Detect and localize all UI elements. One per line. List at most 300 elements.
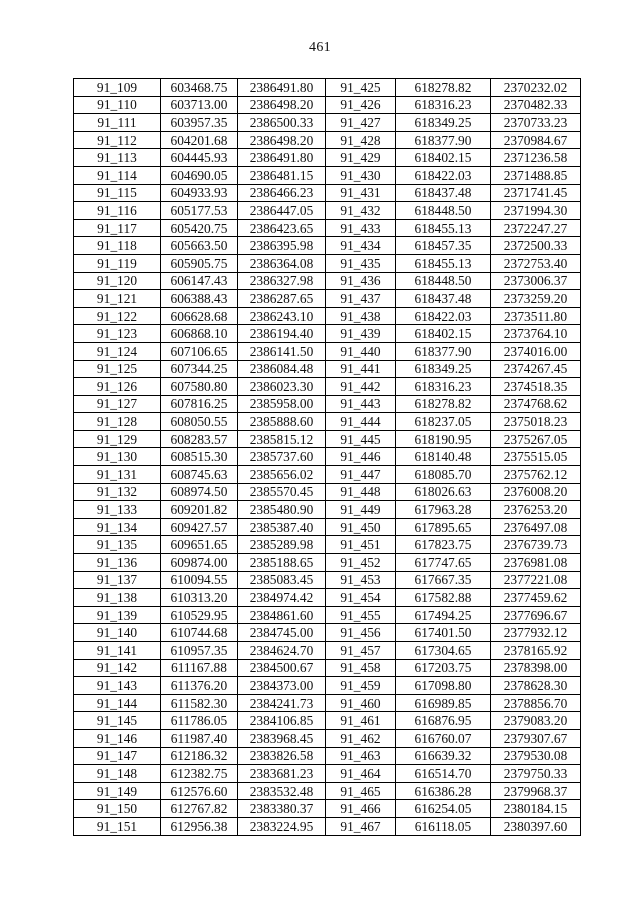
table-row — [74, 448, 581, 466]
point-id-cell: 91_114 — [74, 166, 161, 184]
table-row — [74, 325, 581, 343]
y-coordinate-cell: 2386023.30 — [238, 378, 326, 396]
x-coordinate-cell: 604690.05 — [161, 166, 238, 184]
x-coordinate-cell: 618457.35 — [396, 237, 491, 255]
x-coordinate-cell: 616760.07 — [396, 729, 491, 747]
x-coordinate-cell: 617895.65 — [396, 518, 491, 536]
table-row — [74, 606, 581, 624]
point-id-cell: 91_146 — [74, 729, 161, 747]
x-coordinate-cell: 616254.05 — [396, 800, 491, 818]
point-id-cell: 91_148 — [74, 765, 161, 783]
x-coordinate-cell: 611987.40 — [161, 729, 238, 747]
x-coordinate-cell: 616989.85 — [396, 694, 491, 712]
x-coordinate-cell: 618190.95 — [396, 430, 491, 448]
x-coordinate-cell: 610744.68 — [161, 624, 238, 642]
x-coordinate-cell: 618437.48 — [396, 290, 491, 308]
x-coordinate-cell: 606147.43 — [161, 272, 238, 290]
y-coordinate-cell: 2373006.37 — [491, 272, 581, 290]
x-coordinate-cell: 603957.35 — [161, 114, 238, 132]
y-coordinate-cell: 2377221.08 — [491, 571, 581, 589]
y-coordinate-cell: 2385188.65 — [238, 554, 326, 572]
y-coordinate-cell: 2380184.15 — [491, 800, 581, 818]
y-coordinate-cell: 2379307.67 — [491, 729, 581, 747]
table-row — [74, 413, 581, 431]
y-coordinate-cell: 2384745.00 — [238, 624, 326, 642]
x-coordinate-cell: 611786.05 — [161, 712, 238, 730]
y-coordinate-cell: 2376008.20 — [491, 483, 581, 501]
x-coordinate-cell: 607580.80 — [161, 378, 238, 396]
point-id-cell: 91_445 — [326, 430, 396, 448]
x-coordinate-cell: 617401.50 — [396, 624, 491, 642]
y-coordinate-cell: 2383380.37 — [238, 800, 326, 818]
y-coordinate-cell: 2374768.62 — [491, 395, 581, 413]
x-coordinate-cell: 616514.70 — [396, 765, 491, 783]
table-row — [74, 694, 581, 712]
point-id-cell: 91_452 — [326, 554, 396, 572]
x-coordinate-cell: 608283.57 — [161, 430, 238, 448]
y-coordinate-cell: 2376981.08 — [491, 554, 581, 572]
table-row — [74, 800, 581, 818]
x-coordinate-cell: 606388.43 — [161, 290, 238, 308]
y-coordinate-cell: 2371488.85 — [491, 166, 581, 184]
table-row — [74, 378, 581, 396]
y-coordinate-cell: 2377932.12 — [491, 624, 581, 642]
table-row — [74, 712, 581, 730]
y-coordinate-cell: 2383968.45 — [238, 729, 326, 747]
x-coordinate-cell: 618278.82 — [396, 395, 491, 413]
point-id-cell: 91_448 — [326, 483, 396, 501]
point-id-cell: 91_127 — [74, 395, 161, 413]
table-row — [74, 96, 581, 114]
page-number: 461 — [309, 40, 331, 55]
y-coordinate-cell: 2385083.45 — [238, 571, 326, 589]
x-coordinate-cell: 617203.75 — [396, 659, 491, 677]
point-id-cell: 91_449 — [326, 501, 396, 519]
y-coordinate-cell: 2386327.98 — [238, 272, 326, 290]
y-coordinate-cell: 2378856.70 — [491, 694, 581, 712]
point-id-cell: 91_118 — [74, 237, 161, 255]
point-id-cell: 91_150 — [74, 800, 161, 818]
x-coordinate-cell: 618448.50 — [396, 202, 491, 220]
point-id-cell: 91_456 — [326, 624, 396, 642]
y-coordinate-cell: 2385570.45 — [238, 483, 326, 501]
y-coordinate-cell: 2384500.67 — [238, 659, 326, 677]
x-coordinate-cell: 618422.03 — [396, 166, 491, 184]
point-id-cell: 91_462 — [326, 729, 396, 747]
x-coordinate-cell: 612576.60 — [161, 782, 238, 800]
y-coordinate-cell: 2378628.30 — [491, 677, 581, 695]
y-coordinate-cell: 2384373.00 — [238, 677, 326, 695]
x-coordinate-cell: 610529.95 — [161, 606, 238, 624]
table-row — [74, 518, 581, 536]
y-coordinate-cell: 2383826.58 — [238, 747, 326, 765]
point-id-cell: 91_145 — [74, 712, 161, 730]
x-coordinate-cell: 618349.25 — [396, 114, 491, 132]
point-id-cell: 91_425 — [326, 79, 396, 97]
x-coordinate-cell: 618402.15 — [396, 149, 491, 167]
table-row — [74, 765, 581, 783]
x-coordinate-cell: 603713.00 — [161, 96, 238, 114]
x-coordinate-cell: 618437.48 — [396, 184, 491, 202]
x-coordinate-cell: 618237.05 — [396, 413, 491, 431]
table-row — [74, 307, 581, 325]
y-coordinate-cell: 2374518.35 — [491, 378, 581, 396]
x-coordinate-cell: 618448.50 — [396, 272, 491, 290]
y-coordinate-cell: 2385888.60 — [238, 413, 326, 431]
point-id-cell: 91_453 — [326, 571, 396, 589]
y-coordinate-cell: 2386447.05 — [238, 202, 326, 220]
y-coordinate-cell: 2386481.15 — [238, 166, 326, 184]
x-coordinate-cell: 605177.53 — [161, 202, 238, 220]
x-coordinate-cell: 618455.13 — [396, 254, 491, 272]
x-coordinate-cell: 618455.13 — [396, 219, 491, 237]
point-id-cell: 91_122 — [74, 307, 161, 325]
y-coordinate-cell: 2375515.05 — [491, 448, 581, 466]
table-row — [74, 571, 581, 589]
x-coordinate-cell: 618085.70 — [396, 466, 491, 484]
point-id-cell: 91_461 — [326, 712, 396, 730]
point-id-cell: 91_434 — [326, 237, 396, 255]
point-id-cell: 91_119 — [74, 254, 161, 272]
x-coordinate-cell: 616876.95 — [396, 712, 491, 730]
x-coordinate-cell: 611167.88 — [161, 659, 238, 677]
point-id-cell: 91_111 — [74, 114, 161, 132]
point-id-cell: 91_149 — [74, 782, 161, 800]
table-row — [74, 501, 581, 519]
y-coordinate-cell: 2385815.12 — [238, 430, 326, 448]
point-id-cell: 91_120 — [74, 272, 161, 290]
y-coordinate-cell: 2386466.23 — [238, 184, 326, 202]
x-coordinate-cell: 616639.32 — [396, 747, 491, 765]
y-coordinate-cell: 2386141.50 — [238, 342, 326, 360]
y-coordinate-cell: 2386287.65 — [238, 290, 326, 308]
y-coordinate-cell: 2374267.45 — [491, 360, 581, 378]
y-coordinate-cell: 2372500.33 — [491, 237, 581, 255]
table-row — [74, 747, 581, 765]
y-coordinate-cell: 2386084.48 — [238, 360, 326, 378]
point-id-cell: 91_132 — [74, 483, 161, 501]
table-row — [74, 166, 581, 184]
point-id-cell: 91_426 — [326, 96, 396, 114]
point-id-cell: 91_444 — [326, 413, 396, 431]
x-coordinate-cell: 618402.15 — [396, 325, 491, 343]
coordinates-table-body — [74, 79, 581, 836]
x-coordinate-cell: 604201.68 — [161, 131, 238, 149]
x-coordinate-cell: 618377.90 — [396, 342, 491, 360]
y-coordinate-cell: 2380397.60 — [491, 817, 581, 835]
y-coordinate-cell: 2372753.40 — [491, 254, 581, 272]
y-coordinate-cell: 2379750.33 — [491, 765, 581, 783]
point-id-cell: 91_451 — [326, 536, 396, 554]
x-coordinate-cell: 608745.63 — [161, 466, 238, 484]
point-id-cell: 91_458 — [326, 659, 396, 677]
x-coordinate-cell: 609427.57 — [161, 518, 238, 536]
y-coordinate-cell: 2379530.08 — [491, 747, 581, 765]
table-row — [74, 184, 581, 202]
point-id-cell: 91_130 — [74, 448, 161, 466]
x-coordinate-cell: 618140.48 — [396, 448, 491, 466]
table-row — [74, 202, 581, 220]
point-id-cell: 91_430 — [326, 166, 396, 184]
point-id-cell: 91_431 — [326, 184, 396, 202]
x-coordinate-cell: 608974.50 — [161, 483, 238, 501]
y-coordinate-cell: 2376739.73 — [491, 536, 581, 554]
y-coordinate-cell: 2374016.00 — [491, 342, 581, 360]
y-coordinate-cell: 2386194.40 — [238, 325, 326, 343]
y-coordinate-cell: 2375018.23 — [491, 413, 581, 431]
table-row — [74, 131, 581, 149]
point-id-cell: 91_110 — [74, 96, 161, 114]
y-coordinate-cell: 2384974.42 — [238, 589, 326, 607]
point-id-cell: 91_141 — [74, 642, 161, 660]
point-id-cell: 91_129 — [74, 430, 161, 448]
x-coordinate-cell: 610313.20 — [161, 589, 238, 607]
y-coordinate-cell: 2371236.58 — [491, 149, 581, 167]
point-id-cell: 91_136 — [74, 554, 161, 572]
table-row — [74, 237, 581, 255]
x-coordinate-cell: 617963.28 — [396, 501, 491, 519]
y-coordinate-cell: 2383681.23 — [238, 765, 326, 783]
point-id-cell: 91_116 — [74, 202, 161, 220]
point-id-cell: 91_455 — [326, 606, 396, 624]
table-row — [74, 272, 581, 290]
point-id-cell: 91_128 — [74, 413, 161, 431]
x-coordinate-cell: 607106.65 — [161, 342, 238, 360]
x-coordinate-cell: 604445.93 — [161, 149, 238, 167]
table-row — [74, 642, 581, 660]
x-coordinate-cell: 609651.65 — [161, 536, 238, 554]
y-coordinate-cell: 2386243.10 — [238, 307, 326, 325]
y-coordinate-cell: 2377459.62 — [491, 589, 581, 607]
x-coordinate-cell: 618422.03 — [396, 307, 491, 325]
point-id-cell: 91_465 — [326, 782, 396, 800]
point-id-cell: 91_125 — [74, 360, 161, 378]
point-id-cell: 91_142 — [74, 659, 161, 677]
point-id-cell: 91_441 — [326, 360, 396, 378]
y-coordinate-cell: 2386491.80 — [238, 79, 326, 97]
point-id-cell: 91_440 — [326, 342, 396, 360]
point-id-cell: 91_147 — [74, 747, 161, 765]
table-row — [74, 254, 581, 272]
y-coordinate-cell: 2373259.20 — [491, 290, 581, 308]
y-coordinate-cell: 2386500.33 — [238, 114, 326, 132]
y-coordinate-cell: 2386423.65 — [238, 219, 326, 237]
table-row — [74, 430, 581, 448]
x-coordinate-cell: 617494.25 — [396, 606, 491, 624]
point-id-cell: 91_134 — [74, 518, 161, 536]
x-coordinate-cell: 617098.80 — [396, 677, 491, 695]
x-coordinate-cell: 605420.75 — [161, 219, 238, 237]
y-coordinate-cell: 2373511.80 — [491, 307, 581, 325]
point-id-cell: 91_117 — [74, 219, 161, 237]
x-coordinate-cell: 612956.38 — [161, 817, 238, 835]
x-coordinate-cell: 616386.28 — [396, 782, 491, 800]
x-coordinate-cell: 612382.75 — [161, 765, 238, 783]
x-coordinate-cell: 610957.35 — [161, 642, 238, 660]
x-coordinate-cell: 611582.30 — [161, 694, 238, 712]
x-coordinate-cell: 605905.75 — [161, 254, 238, 272]
point-id-cell: 91_463 — [326, 747, 396, 765]
x-coordinate-cell: 612767.82 — [161, 800, 238, 818]
y-coordinate-cell: 2383532.48 — [238, 782, 326, 800]
table-row — [74, 290, 581, 308]
x-coordinate-cell: 618377.90 — [396, 131, 491, 149]
y-coordinate-cell: 2385656.02 — [238, 466, 326, 484]
point-id-cell: 91_112 — [74, 131, 161, 149]
point-id-cell: 91_131 — [74, 466, 161, 484]
table-row — [74, 536, 581, 554]
x-coordinate-cell: 618278.82 — [396, 79, 491, 97]
x-coordinate-cell: 617747.65 — [396, 554, 491, 572]
y-coordinate-cell: 2386395.98 — [238, 237, 326, 255]
point-id-cell: 91_113 — [74, 149, 161, 167]
table-row — [74, 589, 581, 607]
table-row — [74, 677, 581, 695]
x-coordinate-cell: 606628.68 — [161, 307, 238, 325]
point-id-cell: 91_460 — [326, 694, 396, 712]
x-coordinate-cell: 612186.32 — [161, 747, 238, 765]
x-coordinate-cell: 616118.05 — [396, 817, 491, 835]
y-coordinate-cell: 2385958.00 — [238, 395, 326, 413]
point-id-cell: 91_450 — [326, 518, 396, 536]
point-id-cell: 91_115 — [74, 184, 161, 202]
x-coordinate-cell: 607344.25 — [161, 360, 238, 378]
table-row — [74, 395, 581, 413]
point-id-cell: 91_447 — [326, 466, 396, 484]
x-coordinate-cell: 617823.75 — [396, 536, 491, 554]
y-coordinate-cell: 2386364.08 — [238, 254, 326, 272]
y-coordinate-cell: 2371994.30 — [491, 202, 581, 220]
point-id-cell: 91_135 — [74, 536, 161, 554]
point-id-cell: 91_143 — [74, 677, 161, 695]
point-id-cell: 91_133 — [74, 501, 161, 519]
y-coordinate-cell: 2384624.70 — [238, 642, 326, 660]
x-coordinate-cell: 608050.55 — [161, 413, 238, 431]
y-coordinate-cell: 2376497.08 — [491, 518, 581, 536]
table-row — [74, 79, 581, 97]
point-id-cell: 91_433 — [326, 219, 396, 237]
y-coordinate-cell: 2385737.60 — [238, 448, 326, 466]
y-coordinate-cell: 2375762.12 — [491, 466, 581, 484]
y-coordinate-cell: 2376253.20 — [491, 501, 581, 519]
y-coordinate-cell: 2371741.45 — [491, 184, 581, 202]
point-id-cell: 91_109 — [74, 79, 161, 97]
point-id-cell: 91_138 — [74, 589, 161, 607]
x-coordinate-cell: 608515.30 — [161, 448, 238, 466]
y-coordinate-cell: 2384106.85 — [238, 712, 326, 730]
table-row — [74, 149, 581, 167]
point-id-cell: 91_428 — [326, 131, 396, 149]
x-coordinate-cell: 617304.65 — [396, 642, 491, 660]
y-coordinate-cell: 2375267.05 — [491, 430, 581, 448]
table-row — [74, 342, 581, 360]
x-coordinate-cell: 610094.55 — [161, 571, 238, 589]
point-id-cell: 91_457 — [326, 642, 396, 660]
table-row — [74, 360, 581, 378]
point-id-cell: 91_443 — [326, 395, 396, 413]
x-coordinate-cell: 611376.20 — [161, 677, 238, 695]
y-coordinate-cell: 2373764.10 — [491, 325, 581, 343]
table-row — [74, 219, 581, 237]
table-row — [74, 554, 581, 572]
y-coordinate-cell: 2383224.95 — [238, 817, 326, 835]
point-id-cell: 91_446 — [326, 448, 396, 466]
y-coordinate-cell: 2385387.40 — [238, 518, 326, 536]
x-coordinate-cell: 603468.75 — [161, 79, 238, 97]
point-id-cell: 91_429 — [326, 149, 396, 167]
point-id-cell: 91_427 — [326, 114, 396, 132]
x-coordinate-cell: 618349.25 — [396, 360, 491, 378]
x-coordinate-cell: 618316.23 — [396, 378, 491, 396]
point-id-cell: 91_151 — [74, 817, 161, 835]
point-id-cell: 91_439 — [326, 325, 396, 343]
point-id-cell: 91_464 — [326, 765, 396, 783]
x-coordinate-cell: 609874.00 — [161, 554, 238, 572]
x-coordinate-cell: 617582.88 — [396, 589, 491, 607]
x-coordinate-cell: 618026.63 — [396, 483, 491, 501]
y-coordinate-cell: 2370733.23 — [491, 114, 581, 132]
point-id-cell: 91_442 — [326, 378, 396, 396]
coordinates-table — [73, 78, 581, 836]
point-id-cell: 91_437 — [326, 290, 396, 308]
table-row — [74, 817, 581, 835]
table-row — [74, 624, 581, 642]
point-id-cell: 91_454 — [326, 589, 396, 607]
point-id-cell: 91_137 — [74, 571, 161, 589]
table-row — [74, 114, 581, 132]
y-coordinate-cell: 2385289.98 — [238, 536, 326, 554]
x-coordinate-cell: 617667.35 — [396, 571, 491, 589]
point-id-cell: 91_124 — [74, 342, 161, 360]
y-coordinate-cell: 2377696.67 — [491, 606, 581, 624]
y-coordinate-cell: 2378165.92 — [491, 642, 581, 660]
x-coordinate-cell: 604933.93 — [161, 184, 238, 202]
y-coordinate-cell: 2386498.20 — [238, 131, 326, 149]
x-coordinate-cell: 618316.23 — [396, 96, 491, 114]
point-id-cell: 91_467 — [326, 817, 396, 835]
point-id-cell: 91_144 — [74, 694, 161, 712]
point-id-cell: 91_438 — [326, 307, 396, 325]
point-id-cell: 91_123 — [74, 325, 161, 343]
y-coordinate-cell: 2372247.27 — [491, 219, 581, 237]
y-coordinate-cell: 2384861.60 — [238, 606, 326, 624]
table-row — [74, 466, 581, 484]
y-coordinate-cell: 2386491.80 — [238, 149, 326, 167]
table-row — [74, 729, 581, 747]
point-id-cell: 91_435 — [326, 254, 396, 272]
table-row — [74, 483, 581, 501]
table-row — [74, 782, 581, 800]
y-coordinate-cell: 2386498.20 — [238, 96, 326, 114]
y-coordinate-cell: 2378398.00 — [491, 659, 581, 677]
point-id-cell: 91_436 — [326, 272, 396, 290]
point-id-cell: 91_432 — [326, 202, 396, 220]
y-coordinate-cell: 2370984.67 — [491, 131, 581, 149]
y-coordinate-cell: 2385480.90 — [238, 501, 326, 519]
y-coordinate-cell: 2370482.33 — [491, 96, 581, 114]
point-id-cell: 91_466 — [326, 800, 396, 818]
point-id-cell: 91_121 — [74, 290, 161, 308]
y-coordinate-cell: 2379968.37 — [491, 782, 581, 800]
x-coordinate-cell: 606868.10 — [161, 325, 238, 343]
x-coordinate-cell: 607816.25 — [161, 395, 238, 413]
table-row — [74, 659, 581, 677]
point-id-cell: 91_140 — [74, 624, 161, 642]
point-id-cell: 91_139 — [74, 606, 161, 624]
x-coordinate-cell: 605663.50 — [161, 237, 238, 255]
y-coordinate-cell: 2384241.73 — [238, 694, 326, 712]
point-id-cell: 91_126 — [74, 378, 161, 396]
